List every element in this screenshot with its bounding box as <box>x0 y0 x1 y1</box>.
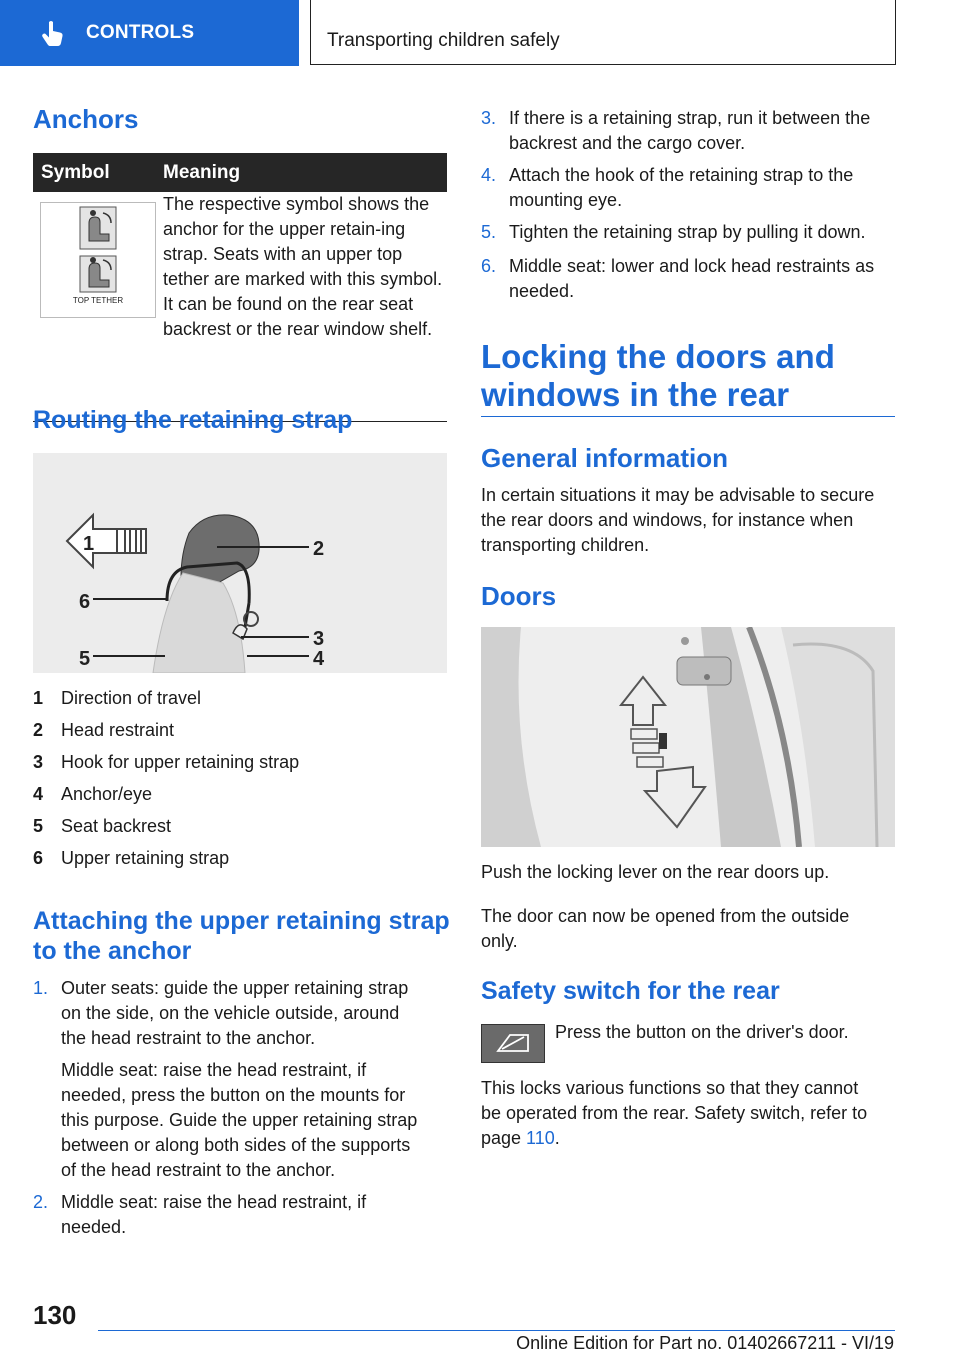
edition-footer: Online Edition for Part no. 01402667211 - VI/19 <box>516 1333 894 1353</box>
chapter-title: Transporting children safely <box>327 30 560 51</box>
routing-heading: Routing the retaining strap <box>33 406 353 434</box>
section-label: CONTROLS <box>86 22 195 43</box>
chapter-header <box>310 0 896 65</box>
callout-3: 3 <box>313 628 325 650</box>
door-lock-figure <box>481 627 895 847</box>
doors-text-1: Push the locking lever on the rear doors up. <box>481 862 830 882</box>
attaching-heading: Attaching the upper retaining strap to the anchor <box>33 907 450 965</box>
heading-rule <box>481 416 895 417</box>
callout-5: 5 <box>79 648 91 670</box>
top-tether-symbol <box>40 202 156 318</box>
locking-heading: Locking the doors and windows in the rear <box>481 338 835 413</box>
child-seat-anchor-icon <box>41 203 155 317</box>
page-reference-link[interactable]: 110 <box>526 1128 555 1148</box>
symbol-caption: TOP TETHER <box>72 296 124 305</box>
symbol-table <box>33 153 447 422</box>
safety-switch-heading: Safety switch for the rear <box>481 977 780 1005</box>
hand-pointer-icon <box>38 18 68 48</box>
anchors-heading: Anchors <box>33 104 139 134</box>
callout-1: 1 <box>83 533 95 555</box>
footer-rule <box>98 1330 895 1331</box>
callout-6: 6 <box>79 591 91 613</box>
window-lock-icon <box>481 1024 545 1063</box>
section-tab[interactable] <box>0 0 299 66</box>
callout-2: 2 <box>313 538 325 560</box>
doors-text-2: The door can now be opened from the outside only. <box>481 906 850 951</box>
doors-heading: Doors <box>481 581 557 611</box>
safety-button-text: Press the button on the driver's door. <box>555 1022 849 1042</box>
strap-routing-figure <box>33 453 447 673</box>
page-number: 130 <box>33 1300 77 1330</box>
meaning-column-header: Meaning <box>163 153 447 192</box>
general-info-heading: General information <box>481 443 729 473</box>
callout-4: 4 <box>313 648 325 670</box>
meaning-text: The respective symbol shows the anchor for the upper retain-ing strap. Seats with an upper top tether are marked with this symbol. It can be found on the rear seat backrest or the rear window shelf. <box>163 192 447 422</box>
symbol-column-header: Symbol <box>33 153 163 192</box>
general-info-text: In certain situations it may be advisable to secure the rear doors and windows, for instance when transporting children. <box>481 485 875 555</box>
safety-text: This locks various functions so that they cannot be operated from the rear. Safety switch, refer to page 110. <box>481 1078 868 1148</box>
